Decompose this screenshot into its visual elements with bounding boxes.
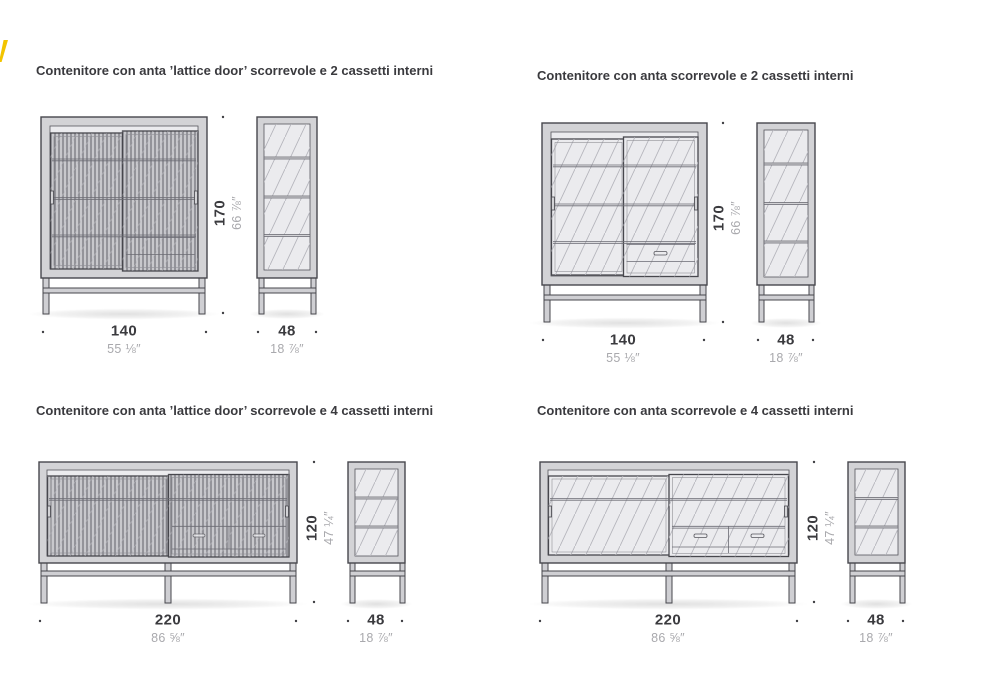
side-view xyxy=(848,462,905,603)
width-dimension-cm: 140 xyxy=(110,322,138,340)
shadow xyxy=(28,309,325,320)
dimension-drawing-lattice-2-drawers xyxy=(30,105,330,345)
width-dimension-inches: 86 ⅝″ xyxy=(151,631,185,645)
front-view xyxy=(540,462,797,603)
dimension-drawing-lattice-4-drawers xyxy=(30,450,420,635)
depth-dimension-inches: 18 ⅞″ xyxy=(359,631,393,645)
height-dimension-cm: 120 xyxy=(804,514,822,542)
depth-dimension-cm: 48 xyxy=(867,611,885,629)
depth-dimension-cm: 48 xyxy=(777,331,795,349)
width-dimension-inches: 55 ⅛″ xyxy=(606,351,640,365)
brand-logo-mark-icon xyxy=(0,40,8,62)
depth-dimension-inches: 18 ⅞″ xyxy=(270,342,304,356)
section-title: Contenitore con anta ’lattice door’ scorrevole e 4 cassetti interni xyxy=(36,403,434,418)
front-view xyxy=(542,123,707,322)
width-dimension-inches: 86 ⅝″ xyxy=(651,631,685,645)
width-dimension-cm: 220 xyxy=(654,611,682,629)
front-view xyxy=(39,462,297,603)
height-dimension-inches: 66 ⅞″ xyxy=(729,201,743,235)
dimension-drawing-glass-2-drawers xyxy=(530,105,830,350)
side-view xyxy=(348,462,405,603)
section-title: Contenitore con anta scorrevole e 4 cassetti interni xyxy=(537,403,854,418)
height-dimension-cm: 170 xyxy=(710,204,728,232)
width-dimension-cm: 220 xyxy=(154,611,182,629)
depth-dimension-inches: 18 ⅞″ xyxy=(859,631,893,645)
shadow xyxy=(529,318,823,329)
width-dimension-inches: 55 ⅛″ xyxy=(107,342,141,356)
width-dimension-cm: 140 xyxy=(609,331,637,349)
section-title: Contenitore con anta scorrevole e 2 cassetti interni xyxy=(537,68,854,83)
height-dimension-cm: 120 xyxy=(303,514,321,542)
side-view xyxy=(257,117,317,314)
height-dimension-inches: 47 ¼″ xyxy=(823,511,837,545)
depth-dimension-cm: 48 xyxy=(367,611,385,629)
section-title: Contenitore con anta ’lattice door’ scorrevole e 2 cassetti interni xyxy=(36,63,434,78)
height-dimension-cm: 170 xyxy=(211,199,229,227)
depth-dimension-inches: 18 ⅞″ xyxy=(769,351,803,365)
height-dimension-inches: 47 ¼″ xyxy=(322,511,336,545)
dimension-drawing-glass-4-drawers xyxy=(530,450,920,635)
depth-dimension-cm: 48 xyxy=(278,322,296,340)
height-dimension-inches: 66 ⅞″ xyxy=(230,196,244,230)
side-view xyxy=(757,123,815,322)
front-view xyxy=(41,117,207,314)
